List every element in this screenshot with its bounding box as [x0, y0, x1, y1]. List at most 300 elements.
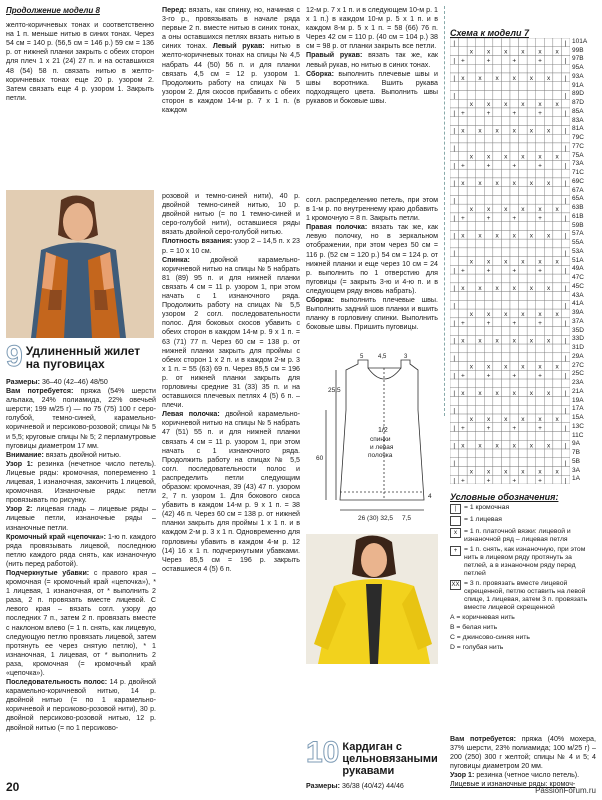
chart-cell-symbol: x — [469, 101, 474, 109]
legend-symbol: XX — [451, 582, 460, 588]
chart-cell-symbol: | — [453, 442, 456, 450]
schematic-dim-3: 3 — [404, 354, 408, 360]
model10-materials-label: Вам потребуется: — [450, 735, 516, 743]
chart-cell-symbol: x — [495, 389, 499, 397]
pattern2-text: лицевая гладь – лицевые ряды – лицевые петли, изнаночные ряды – изнаночные петли. — [6, 505, 156, 532]
chart-cell-symbol: + — [486, 109, 491, 117]
schematic-dim-width: 26 (30) 32,5 — [358, 515, 394, 522]
chart-row-label: 39A — [572, 309, 584, 317]
chart-row-label: 87D — [572, 99, 584, 107]
chart-cell-symbol: + — [538, 267, 542, 275]
column-3-middle — [306, 196, 438, 346]
legend-symbol: + — [450, 546, 461, 556]
edge-label: Кромочный край «цепочка»: — [6, 532, 106, 541]
chart-cell-symbol: x — [461, 284, 465, 292]
chart-row-label: 13C — [572, 422, 584, 430]
chart-cell-symbol: | — [564, 57, 567, 65]
chart-cell-symbol: x — [495, 74, 499, 82]
chart-cell-symbol: x — [486, 468, 491, 476]
chart-cell-symbol: x — [546, 442, 551, 450]
materials-text: пряжа (54% шерсти альпака, 24% полиамида, 22% овечьей шерсти; 199 м/25 г) — по 75 (75) 100 г серо-голубой, темно-синей, карамельно-коричневой и персиково-розовой; спицы № 5 и 5,5; круговые спицы № 5; 2 перламутровые пуговицы диаметром 17 мм. — [6, 387, 156, 450]
chart-row-label: 65A — [572, 195, 584, 203]
model10-sizes-label: Размеры: — [306, 782, 340, 790]
model10-pattern1-label: Узор 1: — [450, 771, 475, 780]
chart-cell-symbol: x — [546, 127, 551, 135]
chart-cell-symbol: | — [564, 197, 567, 205]
model8-continuation-text: желто-коричневых тонах и соответственно на 1 п. меньше нитью в синих тонах. Через 54 см = 140 р. (56,5 см = 146 р.) 59 см = 136 р. от нижней планки закрыть с обеих сторон для плеч 1 х 21 (24) 27 п. и на оставшихся 48 (54) 58 п. связать нитью в желто-коричневых тонах еще 20 р. узором 2. Затем связать еще 4 р. узором 1. Закрыть петли. — [6, 21, 154, 102]
chart-cell-symbol: x — [461, 389, 465, 397]
chart-cell-symbol: + — [538, 319, 542, 327]
schematic-label-3: и левая — [370, 444, 394, 451]
chart-cell-symbol: x — [538, 206, 542, 214]
chart-cell-symbol: | — [564, 109, 567, 117]
chart-cell-symbol: x — [469, 468, 474, 476]
continuation-header: Продолжение модели 8 — [6, 6, 100, 15]
legend-text: C = джинсово-синяя нить — [450, 634, 530, 641]
model9-schematic — [306, 350, 438, 526]
chart-cell-symbol: | — [453, 389, 456, 397]
chart-cell-symbol: x — [521, 311, 525, 319]
chart-cell-symbol: x — [478, 74, 482, 82]
model10-pattern1-detail: Лицевые и изнаночные ряды: кромоч- — [450, 780, 576, 789]
chart-cell-symbol: x — [478, 179, 482, 187]
model10-photo — [306, 534, 438, 664]
chart-row-label: 73A — [572, 160, 584, 168]
chart-cell-symbol: x — [504, 153, 508, 161]
chart-cell-symbol: x — [495, 337, 499, 345]
chart-row-label: 67A — [572, 186, 584, 194]
chart-cell-symbol: | — [453, 319, 456, 327]
schematic-dim-7-5: 7,5 — [402, 515, 412, 522]
chart-cell-symbol: | — [564, 389, 567, 397]
chart-cell-symbol: x — [461, 127, 465, 135]
chart-row-label: 63B — [572, 204, 584, 212]
chart-cell-symbol: | — [453, 372, 456, 380]
chart-row-label: 31D — [572, 344, 584, 352]
legend-text: = 1 п. платочной вязки: лицевой и изнаночной ряд – лицевая петля — [464, 528, 571, 543]
column-divider — [444, 6, 445, 416]
woman-vest-illustration — [6, 190, 154, 338]
chart-cell-symbol: x — [486, 101, 491, 109]
chart-cell-symbol: + — [460, 109, 465, 117]
schematic-dim-4: 4 — [428, 493, 432, 500]
chart-cell-symbol: + — [512, 162, 517, 170]
legend-text: = 1 кромочная — [464, 504, 510, 511]
chart-cell-symbol: | — [564, 337, 567, 345]
chart-row-label: 83A — [572, 116, 584, 124]
chart-cell-symbol: x — [486, 363, 491, 371]
legend-text: = 1 лицевая — [464, 516, 502, 523]
chart-cell-symbol: + — [486, 319, 491, 327]
chart-row-label: 43A — [572, 291, 584, 299]
chart-cell-symbol: + — [538, 162, 542, 170]
chart-cell-symbol: | — [453, 109, 456, 117]
chart-cell-symbol: | — [564, 249, 567, 257]
chart-cell-symbol: x — [529, 127, 534, 135]
chart-cell-symbol: x — [486, 311, 491, 319]
chart-cell-symbol: x — [555, 258, 559, 266]
chart-cell-symbol: x — [478, 442, 482, 450]
chart-row-label: 71C — [572, 169, 584, 177]
legend-symbol: x — [450, 528, 461, 538]
chart-cell-symbol: + — [538, 372, 542, 380]
chart-cell-symbol: | — [564, 232, 567, 240]
legend — [450, 504, 596, 654]
chart-cell-symbol: x — [469, 153, 474, 161]
chart-row-label: 97B — [572, 55, 584, 63]
chart-cell-symbol: x — [555, 363, 559, 371]
chart-cell-symbol: | — [564, 407, 567, 415]
chart-row-label: 27C — [572, 361, 584, 369]
chart-row-label: 19A — [572, 396, 584, 404]
chart-cell-symbol: + — [486, 424, 491, 432]
chart-row-label: 33D — [572, 335, 584, 343]
chart-cell-symbol: + — [512, 372, 517, 380]
legend-text: = 3 п. провязать вместе лицевой скрещенной, петлю оставить на левой спице, 1 лицевая, затем 3 п. провязать вместе лицевой скрещенной — [464, 580, 588, 611]
chart-cell-symbol: x — [529, 179, 534, 187]
chart-cell-symbol: x — [461, 179, 465, 187]
chart-cell-symbol: + — [538, 477, 542, 484]
column-1-model9 — [6, 378, 156, 776]
chart-cell-symbol: x — [521, 101, 525, 109]
legend-text: B = белая нить — [450, 624, 498, 631]
chart-cell-symbol: x — [521, 153, 525, 161]
chart-cell-symbol: x — [512, 389, 516, 397]
chart-cell-symbol: x — [546, 389, 551, 397]
chart-cell-symbol: | — [453, 74, 456, 82]
schematic-label-4: полочка — [368, 452, 393, 459]
chart-row-label: 35D — [572, 326, 584, 334]
chart-cell-symbol: + — [486, 477, 491, 484]
chart-cell-symbol: x — [469, 416, 474, 424]
legend-text: А = коричневая нить — [450, 614, 515, 621]
pattern2-label: Узор 2: — [6, 505, 33, 514]
chart-row-label: 3A — [572, 466, 580, 474]
right-front-label: Правая полочка: — [306, 223, 368, 232]
chart-row-label: 69C — [572, 177, 584, 185]
pattern1-label: Узор 1: — [6, 459, 34, 468]
chart-cell-symbol: + — [460, 477, 465, 484]
column-2 — [162, 6, 300, 776]
chart-cell-symbol: x — [512, 127, 516, 135]
chart-cell-symbol: | — [564, 162, 567, 170]
chart-cell-symbol: | — [564, 302, 567, 310]
chart-cell-symbol: | — [453, 477, 456, 484]
left-front-text: двойной карамельно-коричневой нитью на спицы № 5 набрать 47 (51) 55 п. и для нижней планки связать 4 см = 11 р. узором 1, при этом начать с 1 изнаночного ряда. Продолжить работу на спицах № 5,5 согл. последовательности полос и распределить петли следующим образом: кромочная, 39 (43) 47 п. узором 2, 7 п. узором 1. Для бокового скоса убавить в каждом 14-м р. 9 х 1 п. = 38 (42) 46 п. Через 60 см = 138 р. от нижней планки закрыть для проймы 1 х 1 п. и в каждом 2-м р. 3 х 1 п. Одновременно для горловины убавить в каждом 4-м р. 12 (14) 16 х 1 п. подчеркнутыми убавками. Через 85,5 см = 196 р. закрыть оставшиеся 4 (5) 6 п. — [162, 410, 300, 573]
chart-cell-symbol: x — [538, 363, 542, 371]
chart-cell-symbol: | — [453, 127, 456, 135]
chart-cell-symbol: + — [486, 162, 491, 170]
chart-row-label: 15A — [572, 414, 584, 422]
materials-label: Вам потребуется: — [6, 387, 74, 396]
stripe-sequence-text: 14 р. двойной карамельно-коричневой нитью, 14 р. двойной нитью (= по 1 карамельно-коричневой и персиково-розовой нити), 30 р. двойной персиково-розовой нитью, 12 р. двойной нитью (= по 1 персиково- — [6, 678, 156, 732]
chart-cell-symbol: + — [460, 319, 465, 327]
woman-cardigan-illustration — [306, 534, 438, 664]
chart-cell-symbol: x — [521, 48, 525, 56]
chart-cell-symbol: + — [538, 109, 542, 117]
legend-title: Условные обозначения: — [450, 492, 559, 502]
model10-number: 10 — [306, 736, 340, 769]
chart-cell-symbol: x — [538, 258, 542, 266]
page-number: 20 — [6, 780, 20, 794]
chart-cell-symbol: + — [512, 267, 517, 275]
legend-symbol — [450, 516, 461, 526]
chart-cell-symbol: x — [546, 74, 551, 82]
chart-cell-symbol: | — [453, 284, 456, 292]
chart-row-label: 95A — [572, 64, 584, 72]
chart-row-label: 21A — [572, 387, 584, 395]
chart-row-label: 81A — [572, 125, 584, 133]
model10-title: Кардиган с цельновязаными рукавами — [342, 741, 438, 777]
attention-label: Внимание: — [6, 450, 44, 459]
chart-cell-symbol: x — [478, 337, 482, 345]
chart-cell-symbol: x — [504, 468, 508, 476]
chart-cell-symbol: x — [555, 153, 559, 161]
col2-stripe-continuation: розовой и темно-синей нити), 40 р. двойной темно-синей нитью, 10 р. двойной нитью (= по 1 темно-синей и серо-голубой нити), оставшиеся ряды вязать двойной серо-голубой нитью. — [162, 192, 300, 237]
right-sleeve-text: вязать так же, как левый рукав, но нитью в синих тонах. — [306, 51, 438, 69]
chart-row-label: 101A — [572, 38, 588, 45]
chart-cell-symbol: x — [529, 232, 534, 240]
chart-cell-symbol: x — [512, 284, 516, 292]
chart-cell-symbol: + — [460, 214, 465, 222]
chart-cell-symbol: | — [453, 337, 456, 345]
sleeve-continuation: 12-м р. 7 х 1 п. и в следующем 10-м р. 1 х 1 п.) в каждом 10-м р. 5 х 1 п. и в каждом 8-м р. 5 х 1 п. = 58 (66) 76 п. Через 42 см = 110 р. (40 см = 104 р.) 38 см = 98 р. от планки закрыть все петли. — [306, 6, 438, 51]
chart-row-label: 55A — [572, 239, 584, 247]
model8-instructions-col2: Перед: вязать, как спинку, но, начиная с 3-го р., провязывать в начале ряда первые 2 п. вместе нитью в синих тонах, а оны оставшихся петлях вязать нитью в синих тонах. Левый рукав: нитью в желто-коричневых тонах на спицы № 4,5 набрать 44 (50) 56 п. и для планки связать 4,5 см = 12 р. узором 1. Продолжить работу на спицах № 5 узором 2. Для скосов прибавить с обеих сторон в каждом 14-м р. 7 х 1 п. (в каждом — [162, 6, 300, 115]
attention-text: вязать двойной нитью. — [45, 450, 121, 459]
chart-cell-symbol: x — [504, 363, 508, 371]
chart-cell-symbol: x — [504, 101, 508, 109]
chart-row-label: 89D — [572, 90, 584, 98]
model10-sizes-value: 36/38 (40/42) 44/46 — [341, 782, 404, 790]
schematic-dim-4-5: 4,5 — [378, 354, 387, 360]
legend-item — [450, 614, 596, 622]
chart-cell-symbol: + — [460, 57, 465, 65]
chart-cell-symbol: + — [486, 214, 491, 222]
chart-cell-symbol: x — [555, 311, 559, 319]
chart-cell-symbol: x — [478, 232, 482, 240]
chart-cell-symbol: x — [529, 284, 534, 292]
col3-continuation: согл. распределению петель, при этом в 1-м р. по внутреннему краю добавить 1 кромочную = 8 п. Закрыть петли. — [306, 196, 438, 223]
decreases-label: Подчеркнутые убавки: — [6, 568, 90, 577]
legend-text: D = голубая нить — [450, 644, 504, 651]
chart-row-label: 47C — [572, 274, 584, 282]
chart-cell-symbol: x — [461, 442, 465, 450]
chart-cell-symbol: | — [564, 179, 567, 187]
chart-cell-symbol: x — [469, 258, 474, 266]
chart-cell-symbol: x — [504, 206, 508, 214]
chart-cell-symbol: x — [486, 153, 491, 161]
model10-heading — [306, 738, 440, 777]
site-watermark: PassionForum.ru — [535, 786, 596, 795]
chart-cell-symbol: x — [529, 337, 534, 345]
legend-item — [450, 644, 596, 652]
chart-cell-symbol: | — [453, 214, 456, 222]
chart-cell-symbol: | — [564, 74, 567, 82]
chart-cell-symbol: + — [538, 424, 542, 432]
assembly-text: выполнить плечевые швы и швы воротника. Вшить рукава подходящего цвета. Выполнить швы рукавов и боковые швы. — [306, 69, 438, 105]
back-label: Спинка: — [162, 255, 190, 264]
chart-cell-symbol: + — [512, 109, 517, 117]
chart-title: Схема к модели 7 — [450, 28, 529, 38]
chart-cell-symbol: | — [453, 232, 456, 240]
legend-item — [450, 634, 596, 642]
chart-cell-symbol: x — [521, 258, 525, 266]
legend-item — [450, 504, 596, 514]
stripe-sequence-label: Последовательность полос: — [6, 678, 108, 687]
chart-cell-symbol: x — [504, 48, 508, 56]
legend-symbol: | — [450, 504, 461, 514]
chart-cell-symbol: x — [555, 416, 559, 424]
chart-cell-symbol: | — [564, 127, 567, 135]
chart-cell-symbol: x — [529, 74, 534, 82]
chart-cell-symbol: x — [512, 179, 516, 187]
chart-cell-symbol: | — [564, 92, 567, 100]
chart-row-label: 11C — [572, 431, 584, 439]
legend-item — [450, 516, 596, 526]
schematic-label-1: 1/2 — [378, 427, 388, 434]
chart-row-label: 53A — [572, 247, 584, 255]
chart-row-label: 29A — [572, 352, 584, 360]
chart-cell-symbol: x — [546, 179, 551, 187]
chart-cell-symbol: + — [486, 57, 491, 65]
chart-cell-symbol: | — [564, 214, 567, 222]
chart-cell-symbol: x — [546, 232, 551, 240]
chart-cell-symbol: + — [512, 424, 517, 432]
back-text: двойной карамельно-коричневой нитью на спицы № 5 набрать 81 (89) 95 п. и для нижней планки связать 4 см = 11 р. узором 1, при этом начать с 1 изнаночного ряда. Продолжить работу на спицах № 5,5 узором 2 согл. последовательности полос. Для боковых скосов убавить с обеих сторон в каждом 14-м р. 9 х 1 п. = 63 (71) 77 п. Через 60 см = 138 р. от нижней планки закрыть для проймы с обеих сторон 1 х 2 п. и в каждом 2-м р. 3 х 1 п. = 55 (63) 69 п. Через 85,5 см = 196 р. от нижней планки закрыть для горловины средние 31 (33) 35 п. и на оставшихся плечевых петлях 4 (5) 6 п. – плечи. — [162, 255, 300, 410]
chart-cell-symbol: + — [460, 267, 465, 275]
chart-cell-symbol: x — [529, 389, 534, 397]
chart-cell-symbol: x — [504, 258, 508, 266]
chart-cell-symbol: | — [564, 477, 567, 484]
chart-cell-symbol: + — [460, 372, 465, 380]
chart-cell-symbol: x — [469, 363, 474, 371]
chart-cell-symbol: x — [469, 48, 474, 56]
model9-title: Удлиненный жилет на пуговицах — [25, 344, 141, 371]
chart-cell-symbol: x — [512, 232, 516, 240]
chart-cell-symbol: + — [486, 267, 491, 275]
chart-row-label: 51A — [572, 256, 584, 264]
chart-cell-symbol: | — [453, 267, 456, 275]
chart-cell-symbol: x — [555, 48, 559, 56]
chart-cell-symbol: + — [512, 319, 517, 327]
chart-cell-symbol: | — [453, 179, 456, 187]
chart-cell-symbol: x — [495, 232, 499, 240]
chart-cell-symbol: x — [504, 311, 508, 319]
model9-heading — [6, 342, 156, 372]
chart-cell-symbol: x — [495, 284, 499, 292]
chart-cell-symbol: + — [512, 477, 517, 484]
chart-cell-symbol: | — [564, 459, 567, 467]
chart-cell-symbol: + — [486, 372, 491, 380]
chart-row-label: 91A — [572, 81, 584, 89]
chart-cell-symbol: x — [521, 468, 525, 476]
chart-cell-symbol: | — [453, 162, 456, 170]
chart-cell-symbol: x — [538, 48, 542, 56]
chart-row-label: 25C — [572, 370, 584, 378]
chart-cell-symbol: | — [564, 267, 567, 275]
legend-item — [450, 528, 596, 544]
chart-cell-symbol: | — [453, 249, 456, 257]
chart-cell-symbol: x — [478, 284, 482, 292]
chart-cell-symbol: x — [495, 179, 499, 187]
schematic-dim-60: 60 — [316, 455, 324, 462]
chart-cell-symbol: x — [469, 311, 474, 319]
right-front-text: вязать так же, как левую полочку, но в зеркальном отображении, при этом через 50 см = 116 р. (52 см = 120 р.) 54 см = 124 р. от нижней планки и еще через 10 см = 24 р. выполнить по 1 отверстию для пуговицы (= закрыть 3-ю и 4-ю п. и в следующем ряду вновь набрать). — [306, 223, 438, 295]
chart-cell-symbol: x — [555, 468, 559, 476]
chart-cell-symbol: | — [564, 442, 567, 450]
chart-row-label: 37A — [572, 317, 584, 325]
chart-row-label: 7B — [572, 449, 580, 457]
legend-text: = 1 п. снять, как изнаночную, при этом нить в лицевом ряду протянуть за петлей, а в изнаночном ряду перед петлей — [464, 546, 586, 577]
knitting-chart — [450, 38, 570, 484]
right-sleeve-label: Правый рукав: — [306, 51, 363, 60]
pattern1-text: резинка (нечетное число петель). Лицевые ряды: кромочная, попеременно 1 лицевая, 1 изнаночная, закончить 1 лицевой, кромочная. Изнаночные ряды: петли провязывать по рисунку. — [6, 459, 156, 505]
chart-cell-symbol: x — [529, 442, 534, 450]
chart-cell-symbol: + — [512, 214, 517, 222]
column-1-top — [6, 6, 154, 158]
chart-cell-symbol: x — [546, 284, 551, 292]
chart-row-label: 49A — [572, 265, 584, 273]
chart-cell-symbol: + — [512, 57, 517, 65]
chart-cell-symbol: | — [453, 197, 456, 205]
chart-row-label: 93A — [572, 72, 584, 80]
chart-cell-symbol: x — [512, 74, 516, 82]
chart-cell-symbol: x — [538, 416, 542, 424]
chart-cell-symbol: | — [453, 92, 456, 100]
chart-cell-symbol: x — [486, 258, 491, 266]
model9-number: 9 — [6, 340, 23, 373]
chart-row-label: 85A — [572, 107, 584, 115]
chart-cell-symbol: | — [453, 354, 456, 362]
vest-pattern-diagram — [306, 350, 438, 526]
sizes-value: 36–40 (42–46) 48/50 — [41, 378, 108, 386]
chart-row-label: 75A — [572, 151, 584, 159]
chart-cell-symbol: x — [461, 74, 465, 82]
sizes-label: Размеры: — [6, 378, 40, 386]
chart-row-label: 57A — [572, 230, 584, 238]
chart-cell-symbol: x — [486, 416, 491, 424]
model10-sizes — [306, 782, 446, 792]
chart-cell-symbol: x — [538, 101, 542, 109]
chart-cell-symbol: | — [453, 424, 456, 432]
chart-cell-symbol: x — [478, 389, 482, 397]
chart-cell-symbol: x — [512, 442, 516, 450]
chart-row-label: 5B — [572, 457, 580, 465]
edge-text: 1-ю п. каждого ряда провязывать лицевой, последнюю петлю каждого ряда снять, как изнаночную (нить перед работой). — [6, 532, 156, 568]
chart-row-label: 9A — [572, 440, 580, 448]
density-label: Плотность вязания: — [162, 237, 233, 246]
chart-cell-symbol: x — [495, 127, 499, 135]
chart-cell-symbol: | — [564, 354, 567, 362]
chart-cell-symbol: | — [453, 302, 456, 310]
chart-cell-symbol: | — [564, 319, 567, 327]
chart-row-label: 17A — [572, 405, 584, 413]
model10-materials-text: пряжа (40% мохера, 37% шерсти, 23% полиамида; 100 м/25 г) – 200 (250) 300 г желтой; спицы № 4 и 5; 4 пуговицы диаметром 20 мм. — [450, 735, 596, 771]
assembly2-text: выполнить плечевые швы. Выполнить задний шов планки и вшить планку в горловину спинки. Выполнить боковые швы. Пришить пуговицы. — [306, 296, 438, 332]
chart-row-label: 61B — [572, 212, 584, 220]
chart-row-label: 77C — [572, 142, 584, 150]
chart-cell-symbol: x — [538, 153, 542, 161]
chart-cell-symbol: x — [538, 468, 542, 476]
assembly2-label: Сборка: — [306, 296, 334, 305]
chart-cell-symbol: x — [521, 363, 525, 371]
column-3-top — [306, 6, 438, 186]
chart-cell-symbol: | — [564, 372, 567, 380]
legend-item — [450, 546, 596, 578]
assembly-label: Сборка: — [306, 69, 334, 78]
chart-row-label: 45C — [572, 282, 584, 290]
